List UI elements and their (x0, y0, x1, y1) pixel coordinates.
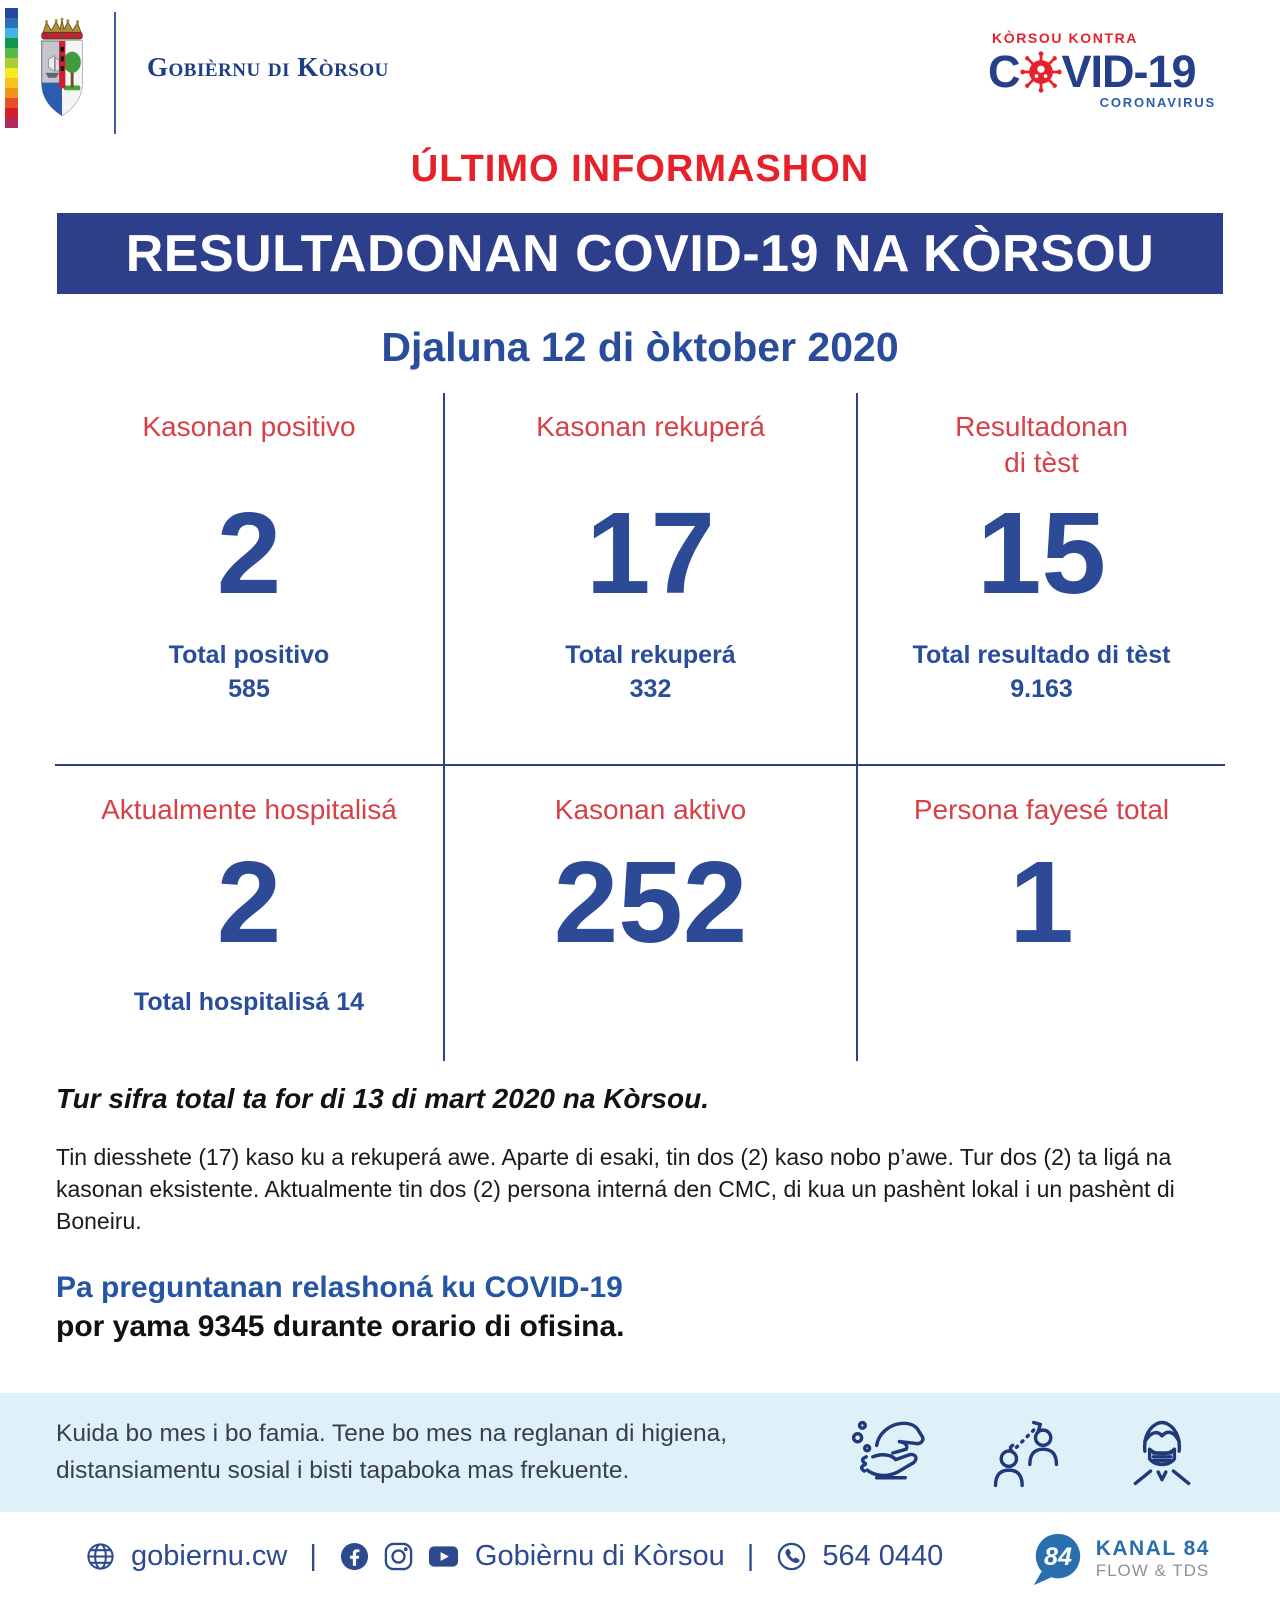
instagram-icon[interactable] (383, 1541, 414, 1572)
separator: | (746, 1539, 755, 1572)
stat-total-value: 585 (228, 674, 270, 703)
social-distance-icon (986, 1413, 1066, 1493)
stat-total-label: Total hospitalisá 14 (133, 988, 365, 1017)
stat-persona-fayese (858, 766, 1225, 1061)
stat-value: 17 (585, 488, 716, 618)
stat-value: 252 (553, 837, 748, 968)
government-name: Gobièrnu di Kòrsou (147, 52, 389, 82)
stat-label: Kasonan positivo (142, 411, 356, 442)
globe-icon (85, 1541, 116, 1572)
summary-note: Tur sifra total ta for di 13 di mart 2020 na Kòrsou. (56, 1083, 709, 1114)
virus-icon (1020, 51, 1062, 93)
kanal84-text (1096, 1536, 1210, 1582)
stat-value: 1 (1009, 837, 1074, 968)
stat-kasonan-rekupera (445, 393, 858, 766)
youtube-icon[interactable] (427, 1541, 460, 1572)
campaign-name-left: C (988, 46, 1020, 97)
stat-resultadonan-di-test (858, 393, 1225, 766)
contact-line2: por yama 9345 durante orario di ofisina. (56, 1310, 625, 1344)
kanal84-logo (1028, 1530, 1210, 1588)
social-account-name: Gobièrnu di Kòrsou (474, 1539, 725, 1572)
advisory-line1: Kuida bo mes i bo famia. Tene bo mes na reglanan di higiena, (56, 1420, 728, 1448)
stat-total (445, 639, 856, 707)
stat-total (55, 639, 443, 707)
report-date: Djaluna 12 di òktober 2020 (381, 324, 899, 370)
stat-label-line2: di tèst (1004, 447, 1079, 479)
stat-kasonan-positivo (55, 393, 445, 766)
curacao-flag-stripe (5, 8, 18, 128)
kanal84-name: KANAL 84 (1095, 1537, 1210, 1561)
stat-total (55, 986, 443, 1020)
stat-aktualmente-hospitalisa (55, 766, 445, 1061)
stat-label: Persona fayesé total (913, 794, 1170, 825)
stat-value: 15 (976, 488, 1107, 618)
campaign-name-right: VID-19 (1061, 46, 1196, 97)
kanal84-bubble-icon (1028, 1530, 1086, 1588)
coat-of-arms (33, 16, 91, 124)
stat-total-label: Total positivo (168, 641, 330, 669)
kicker-title: ÚLTIMO INFORMASHON (410, 148, 870, 190)
campaign-kicker: KÒRSOU KONTRA (992, 30, 1139, 46)
stat-total-label: Total rekuperá (565, 641, 736, 669)
social-icons (339, 1541, 460, 1572)
advisory-banner (0, 1393, 1280, 1512)
face-mask-icon (1122, 1413, 1202, 1493)
website-link[interactable]: gobiernu.cw (131, 1539, 288, 1572)
advisory-line2: distansiamentu sosial i bisti tapaboka mas frekuente. (56, 1456, 630, 1484)
whatsapp-icon (776, 1541, 807, 1572)
facebook-icon[interactable] (339, 1541, 370, 1572)
stat-label: Kasonan aktivo (554, 794, 747, 825)
stat-label: Resultadonan (955, 411, 1128, 442)
stat-value: 2 (216, 837, 282, 968)
campaign-wordmark (988, 46, 1216, 97)
stats-grid (55, 393, 1225, 1061)
stat-label: Kasonan rekuperá (536, 411, 765, 442)
report-paragraph: Tin diesshete (17) kaso ku a rekuperá awe. Aparte di esaki, tin dos (2) kaso nobo p’awe. Tur dos (2) ta ligá na kasonan eksistente. Aktualmente tin dos (2) persona interná den CMC, di kua un pashènt lokal i un pashènt di Boneiru. (56, 1144, 1175, 1235)
handwash-icon (850, 1413, 930, 1493)
covid-campaign-logo (988, 30, 1216, 110)
campaign-subtitle: CORONAVIRUS (1099, 95, 1216, 110)
kanal84-bubble-text: 84 (1043, 1542, 1072, 1571)
banner-title: RESULTADONAN COVID-19 NA KÒRSOU (57, 213, 1223, 294)
header (0, 0, 1280, 138)
advisory-text (56, 1416, 727, 1490)
stat-total-value: 332 (629, 674, 672, 703)
header-divider (114, 12, 116, 134)
stat-kasonan-aktivo (445, 766, 858, 1061)
stat-total (858, 639, 1225, 707)
advisory-icons (850, 1413, 1202, 1493)
stat-total-value: 9.163 (1010, 674, 1073, 703)
contact-block (56, 1268, 1280, 1348)
contact-line1: Pa preguntanan relashoná ku COVID-19 (56, 1270, 623, 1304)
stat-value: 2 (216, 488, 282, 618)
stat-label: Aktualmente hospitalisá (101, 794, 397, 825)
phone-number[interactable]: 564 0440 (822, 1539, 944, 1572)
kanal84-tagline: FLOW & TDS (1095, 1561, 1210, 1581)
separator: | (309, 1539, 317, 1572)
stat-total-label: Total resultado di tèst (912, 641, 1171, 669)
